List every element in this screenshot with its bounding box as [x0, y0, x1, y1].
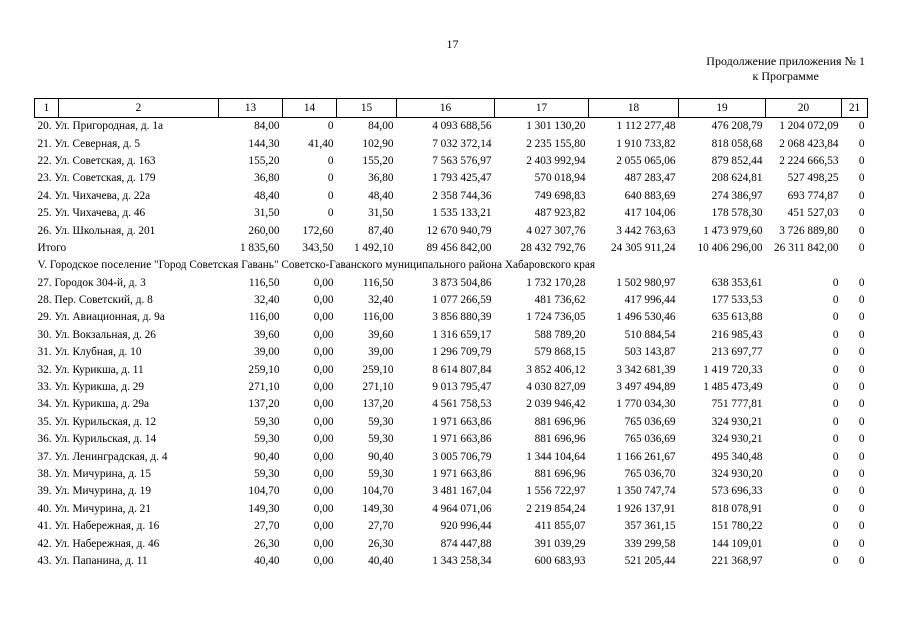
- cell-c17: 570 018,94: [534, 172, 586, 185]
- cell-c19: 1 485 473,49: [703, 381, 763, 394]
- cell-c20: 0: [832, 398, 839, 411]
- table-body: [35, 99, 868, 571]
- table-row: [35, 535, 868, 552]
- cell-c17: 2 219 854,24: [526, 502, 586, 515]
- cell-c13: 149,30: [248, 502, 280, 515]
- table-row: [35, 222, 868, 239]
- cell-c15: 90,40: [368, 450, 394, 463]
- cell-c21: 0: [858, 311, 865, 324]
- row-name: 32. Ул. Курикша, д. 11: [37, 363, 144, 376]
- cell-c15: 39,00: [368, 346, 394, 359]
- col-header: 19: [679, 99, 766, 118]
- cell-c13: 271,10: [248, 381, 280, 394]
- cell-c13: 116,00: [248, 311, 280, 324]
- cell-c13: 59,30: [254, 468, 280, 480]
- cell-c18: 1 502 980,97: [616, 276, 676, 289]
- cell-c17: 3 852 406,12: [526, 363, 586, 376]
- cell-c18: 1 112 277,48: [616, 120, 676, 133]
- cell-c14: 0,00: [313, 276, 334, 289]
- cell-c20: 693 774,87: [787, 189, 839, 202]
- section-row: [35, 257, 868, 274]
- cell-c19: 178 578,30: [711, 207, 763, 220]
- cell-c18: 1 926 137,91: [616, 502, 676, 515]
- cell-c16: 7 032 372,14: [432, 137, 492, 150]
- cell-c20: 3 726 889,80: [779, 224, 839, 237]
- row-name: 31. Ул. Клубная, д. 10: [37, 346, 142, 359]
- cell-c16: 4 093 688,56: [432, 120, 492, 133]
- cell-c18: 24 305 911,24: [610, 241, 676, 254]
- col-header: 16: [397, 99, 495, 118]
- cell-c19: 476 208,79: [711, 120, 763, 133]
- cell-c17: 749 698,83: [534, 189, 586, 202]
- cell-c20: 2 224 666,53: [779, 154, 839, 167]
- cell-c19: 151 780,22: [711, 520, 763, 533]
- cell-c21: 0: [858, 468, 865, 480]
- cell-c16: 1 971 663,86: [432, 468, 492, 480]
- row-name: 29. Ул. Авиационная, д. 9а: [37, 311, 165, 324]
- table-row: [35, 553, 868, 570]
- cell-c15: 36,80: [368, 172, 394, 185]
- cell-c13: 27,70: [254, 520, 280, 533]
- col-header: 13: [219, 99, 283, 118]
- cell-c17: 4 030 827,09: [526, 381, 586, 394]
- col-header: 2: [59, 99, 219, 118]
- cell-c21: 0: [858, 502, 865, 515]
- cell-c18: 521 205,44: [624, 554, 676, 567]
- cell-c13: 59,30: [254, 433, 280, 446]
- cell-c18: 510 884,54: [624, 328, 676, 341]
- row-name: 26. Ул. Школьная, д. 201: [37, 224, 156, 237]
- cell-c21: 0: [858, 537, 865, 550]
- cell-c20: 0: [832, 381, 839, 394]
- cell-c13: 104,70: [248, 485, 280, 498]
- table-row: [35, 379, 868, 396]
- row-name: 35. Ул. Курильская, д. 12: [37, 415, 157, 428]
- cell-c18: 417 996,44: [624, 294, 676, 307]
- cell-c15: 32,40: [368, 294, 394, 307]
- row-name: 22. Ул. Советская, д. 163: [37, 154, 156, 167]
- cell-c17: 411 855,07: [535, 520, 586, 533]
- table-row: [35, 327, 868, 344]
- cell-c19: 324 930,21: [711, 415, 763, 428]
- cell-c19: 274 386,97: [711, 189, 763, 202]
- cell-c17: 588 789,20: [534, 328, 586, 341]
- cell-c15: 259,10: [362, 363, 394, 376]
- cell-c16: 1 077 266,59: [432, 294, 492, 307]
- row-name: 38. Ул. Мичурина, д. 15: [37, 468, 151, 480]
- cell-c13: 144,30: [248, 137, 280, 150]
- cell-c14: 0: [327, 120, 334, 133]
- cell-c18: 503 143,87: [624, 346, 676, 359]
- cell-c18: 357 361,15: [624, 520, 676, 533]
- row-name: 40. Ул. Мичурина, д. 21: [37, 502, 151, 515]
- cell-c14: 0,00: [313, 537, 334, 550]
- cell-c19: 10 406 296,00: [697, 241, 763, 254]
- cell-c15: 271,10: [362, 381, 394, 394]
- cell-c19: 216 985,43: [711, 328, 763, 341]
- cell-c16: 12 670 940,79: [426, 224, 492, 237]
- cell-c19: 818 078,91: [711, 502, 763, 515]
- continuation-line-2: к Программе: [752, 69, 819, 83]
- cell-c20: 527 498,25: [787, 172, 839, 185]
- cell-c20: 2 068 423,84: [779, 137, 839, 150]
- cell-c15: 59,30: [368, 468, 394, 480]
- cell-c21: 0: [858, 398, 865, 411]
- cell-c21: 0: [858, 120, 865, 133]
- cell-c15: 48,40: [368, 189, 394, 202]
- cell-c16: 3 481 167,04: [432, 485, 492, 498]
- cell-c18: 1 166 261,67: [616, 450, 676, 463]
- cell-c17: 2 235 155,80: [526, 137, 586, 150]
- cell-c17: 2 039 946,42: [526, 398, 586, 411]
- cell-c19: 213 697,77: [711, 346, 763, 359]
- section-title: V. Городское поселение "Город Советская Гавань" Советско-Гаванского муниципального района Хабаровского края: [37, 259, 596, 272]
- table-row: [35, 153, 868, 170]
- cell-c20: 0: [832, 311, 839, 324]
- row-name: 43. Ул. Папанина, д. 11: [37, 554, 148, 567]
- cell-c15: 59,30: [368, 433, 394, 446]
- table-row: [35, 361, 868, 378]
- cell-c20: 0: [832, 294, 839, 307]
- cell-c19: 144 109,01: [711, 537, 763, 550]
- cell-c20: 0: [832, 276, 839, 289]
- cell-c17: 1 724 736,05: [526, 311, 586, 324]
- cell-c17: 391 039,29: [534, 537, 586, 550]
- cell-c19: 177 533,53: [711, 294, 763, 307]
- cell-c18: 487 283,47: [624, 172, 676, 185]
- cell-c16: 1 793 425,47: [432, 172, 492, 185]
- cell-c20: 0: [832, 328, 839, 341]
- cell-c13: 36,80: [254, 172, 280, 185]
- cell-c15: 102,90: [362, 137, 394, 150]
- cell-c21: 0: [858, 172, 865, 185]
- cell-c14: 0,00: [313, 468, 334, 480]
- cell-c20: 0: [832, 346, 839, 359]
- program-table: [34, 98, 868, 570]
- cell-c19: 221 368,97: [711, 554, 763, 567]
- table-row: [35, 118, 868, 136]
- cell-c18: 1 350 747,74: [616, 485, 676, 498]
- cell-c15: 31,50: [368, 207, 394, 220]
- cell-c20: 0: [832, 554, 839, 567]
- table-row: [35, 135, 868, 152]
- cell-c16: 1 971 663,86: [432, 415, 492, 428]
- cell-c17: 28 432 792,76: [520, 241, 586, 254]
- cell-c18: 765 036,70: [624, 468, 676, 480]
- cell-c13: 84,00: [254, 120, 280, 133]
- table-row: [35, 309, 868, 326]
- row-name: 28. Пер. Советский, д. 8: [37, 294, 153, 307]
- cell-c21: 0: [858, 433, 865, 446]
- cell-c15: 39,60: [368, 328, 394, 341]
- cell-c15: 87,40: [368, 224, 394, 237]
- cell-c16: 3 856 880,39: [432, 311, 492, 324]
- cell-c13: 1 835,60: [239, 241, 280, 254]
- cell-c21: 0: [858, 381, 865, 394]
- cell-c19: 1 473 979,60: [703, 224, 763, 237]
- cell-c14: 0,00: [313, 398, 334, 411]
- cell-c21: 0: [858, 554, 865, 567]
- cell-c18: 2 055 065,06: [616, 154, 676, 167]
- cell-c17: 881 696,96: [534, 433, 586, 446]
- cell-c21: 0: [858, 520, 865, 533]
- cell-c21: 0: [858, 276, 865, 289]
- row-name: 39. Ул. Мичурина, д. 19: [37, 485, 151, 498]
- cell-c14: 0,00: [313, 311, 334, 324]
- cell-c14: 0,00: [313, 294, 334, 307]
- cell-c15: 104,70: [362, 485, 394, 498]
- table-row: [35, 205, 868, 222]
- cell-c18: 3 442 763,63: [616, 224, 676, 237]
- cell-c14: 0,00: [313, 502, 334, 515]
- cell-c20: 0: [832, 520, 839, 533]
- cell-c14: 0,00: [313, 381, 334, 394]
- cell-c16: 7 563 576,97: [432, 154, 492, 167]
- cell-c16: 1 971 663,86: [432, 433, 492, 446]
- cell-c19: 573 696,33: [711, 485, 763, 498]
- page-number: 17: [446, 37, 459, 51]
- cell-c17: 1 556 722,97: [526, 485, 586, 498]
- cell-c17: 4 027 307,76: [526, 224, 586, 237]
- cell-c21: 0: [858, 328, 865, 341]
- row-name: 25. Ул. Чихачева, д. 46: [37, 207, 146, 220]
- cell-c18: 765 036,69: [624, 433, 676, 446]
- cell-c14: 0: [327, 207, 334, 220]
- col-header: 18: [589, 99, 679, 118]
- cell-c14: 0,00: [313, 433, 334, 446]
- cell-c20: 451 527,03: [787, 207, 839, 220]
- cell-c17: 481 736,62: [534, 294, 586, 307]
- cell-c15: 149,30: [362, 502, 394, 515]
- col-header: 17: [495, 99, 589, 118]
- cell-c17: 487 923,82: [534, 207, 586, 220]
- cell-c21: 0: [858, 450, 865, 463]
- row-name: 20. Ул. Пригородная, д. 1а: [37, 120, 163, 133]
- cell-c18: 765 036,69: [624, 415, 676, 428]
- cell-c21: 0: [858, 154, 865, 167]
- cell-c19: 1 419 720,33: [703, 363, 763, 376]
- cell-c20: 0: [832, 537, 839, 550]
- cell-c16: 1 343 258,34: [432, 554, 492, 567]
- cell-c13: 116,50: [248, 276, 280, 289]
- cell-c19: 324 930,21: [711, 433, 763, 446]
- cell-c13: 31,50: [254, 207, 280, 220]
- row-name: 30. Ул. Вокзальная, д. 26: [37, 328, 156, 341]
- cell-c14: 0,00: [313, 554, 334, 567]
- cell-c15: 1 492,10: [353, 241, 394, 254]
- cell-c16: 89 456 842,00: [426, 241, 492, 254]
- table-row: [35, 501, 868, 518]
- cell-c21: 0: [858, 189, 865, 202]
- cell-c15: 84,00: [368, 120, 394, 133]
- table-row: [35, 396, 868, 413]
- row-name: 41. Ул. Набережная, д. 16: [37, 520, 160, 533]
- cell-c14: 0: [327, 189, 334, 202]
- cell-c14: 0,00: [313, 328, 334, 341]
- cell-c14: 172,60: [302, 224, 334, 237]
- cell-c18: 640 883,69: [624, 189, 676, 202]
- cell-c17: 600 683,93: [534, 554, 586, 567]
- cell-c18: 339 299,58: [624, 537, 676, 550]
- row-name: 23. Ул. Советская, д. 179: [37, 172, 156, 185]
- table-row: [35, 466, 868, 483]
- cell-c20: 1 204 072,09: [779, 120, 839, 133]
- cell-c16: 1 316 659,17: [432, 328, 492, 341]
- cell-c15: 116,50: [362, 276, 394, 289]
- cell-c21: 0: [858, 241, 865, 254]
- cell-c19: 324 930,20: [711, 468, 763, 480]
- cell-c16: 4 964 071,06: [432, 502, 492, 515]
- cell-c19: 638 353,61: [711, 276, 763, 289]
- cell-c14: 41,40: [308, 137, 334, 150]
- table-row: [35, 292, 868, 309]
- cell-c13: 260,00: [248, 224, 280, 237]
- table-row: [35, 240, 868, 257]
- row-name: 24. Ул. Чихачева, д. 22а: [37, 189, 151, 202]
- cell-c13: 39,00: [254, 346, 280, 359]
- cell-c15: 26,30: [368, 537, 394, 550]
- cell-c15: 116,00: [362, 311, 394, 324]
- cell-c14: 0: [327, 154, 334, 167]
- cell-c18: 1 770 034,30: [616, 398, 676, 411]
- cell-c17: 579 868,15: [534, 346, 586, 359]
- table-row: [35, 170, 868, 187]
- cell-c19: 751 777,81: [711, 398, 763, 411]
- row-name: Итого: [37, 241, 67, 254]
- cell-c19: 879 852,44: [711, 154, 763, 167]
- cell-c15: 40,40: [368, 554, 394, 567]
- cell-c21: 0: [858, 294, 865, 307]
- table-row: [35, 431, 868, 448]
- cell-c13: 48,40: [254, 189, 280, 202]
- cell-c16: 920 996,44: [440, 520, 492, 533]
- header-row: [35, 99, 868, 118]
- cell-c15: 137,20: [362, 398, 394, 411]
- cell-c14: 0,00: [313, 415, 334, 428]
- cell-c20: 0: [832, 415, 839, 428]
- cell-c14: 0: [327, 172, 334, 185]
- continuation-line-1: Продолжение приложения № 1: [706, 54, 865, 68]
- table-row: [35, 483, 868, 500]
- cell-c21: 0: [858, 224, 865, 237]
- cell-c13: 90,40: [254, 450, 280, 463]
- cell-c20: 26 311 842,00: [773, 241, 839, 254]
- cell-c16: 4 561 758,53: [432, 398, 492, 411]
- col-header: 1: [35, 99, 59, 118]
- cell-c19: 495 340,48: [711, 450, 763, 463]
- cell-c14: 0,00: [313, 485, 334, 498]
- row-name: 42. Ул. Набережная, д. 46: [37, 537, 160, 550]
- cell-c18: 1 910 733,82: [616, 137, 676, 150]
- cell-c20: 0: [832, 502, 839, 515]
- cell-c19: 208 624,81: [711, 172, 763, 185]
- cell-c20: 0: [832, 485, 839, 498]
- cell-c17: 881 696,96: [534, 468, 586, 480]
- cell-c17: 1 344 104,64: [526, 450, 586, 463]
- cell-c21: 0: [858, 485, 865, 498]
- table-row: [35, 275, 868, 292]
- cell-c18: 1 496 530,46: [616, 311, 676, 324]
- cell-c16: 2 358 744,36: [432, 189, 492, 202]
- table-row: [35, 188, 868, 205]
- row-name: 33. Ул. Курикша, д. 29: [37, 381, 145, 394]
- cell-c17: 881 696,96: [534, 415, 586, 428]
- row-name: 36. Ул. Курильская, д. 14: [37, 433, 157, 446]
- cell-c14: 0,00: [313, 450, 334, 463]
- cell-c19: 635 613,88: [711, 311, 763, 324]
- continuation-note: [706, 54, 865, 84]
- cell-c14: 343,50: [302, 241, 334, 254]
- cell-c21: 0: [858, 415, 865, 428]
- col-header: 15: [337, 99, 397, 118]
- cell-c13: 32,40: [254, 294, 280, 307]
- cell-c13: 39,60: [254, 328, 280, 341]
- cell-c13: 259,10: [248, 363, 280, 376]
- cell-c18: 3 342 681,39: [616, 363, 676, 376]
- cell-c16: 8 614 807,84: [432, 363, 492, 376]
- cell-c16: 3 873 504,86: [432, 276, 492, 289]
- cell-c15: 155,20: [362, 154, 394, 167]
- table-row: [35, 344, 868, 361]
- row-name: 21. Ул. Северная, д. 5: [37, 137, 141, 150]
- cell-c21: 0: [858, 207, 865, 220]
- cell-c21: 0: [858, 346, 865, 359]
- col-header: 21: [842, 99, 868, 118]
- cell-c14: 0,00: [313, 520, 334, 533]
- cell-c13: 59,30: [254, 415, 280, 428]
- cell-c21: 0: [858, 137, 865, 150]
- cell-c17: 2 403 992,94: [526, 154, 586, 167]
- cell-c18: 3 497 494,89: [616, 381, 676, 394]
- cell-c15: 59,30: [368, 415, 394, 428]
- col-header: 14: [283, 99, 337, 118]
- col-header: 20: [766, 99, 842, 118]
- cell-c13: 40,40: [254, 554, 280, 567]
- table-row: [35, 414, 868, 431]
- cell-c13: 155,20: [248, 154, 280, 167]
- cell-c20: 0: [832, 468, 839, 480]
- cell-c21: 0: [858, 363, 865, 376]
- row-name: 34. Ул. Курикша, д. 29а: [37, 398, 150, 411]
- row-name: 27. Городок 304-й, д. 3: [37, 276, 146, 289]
- table-row: [35, 448, 868, 465]
- cell-c16: 874 447,88: [440, 537, 492, 550]
- cell-c16: 9 013 795,47: [432, 381, 492, 394]
- cell-c19: 818 058,68: [711, 137, 763, 150]
- cell-c17: 1 732 170,28: [526, 276, 586, 289]
- cell-c16: 3 005 706,79: [432, 450, 492, 463]
- cell-c20: 0: [832, 433, 839, 446]
- cell-c15: 27,70: [368, 520, 394, 533]
- cell-c14: 0,00: [313, 363, 334, 376]
- cell-c17: 1 301 130,20: [526, 120, 586, 133]
- cell-c13: 26,30: [254, 537, 280, 550]
- cell-c14: 0,00: [313, 346, 334, 359]
- cell-c13: 137,20: [248, 398, 280, 411]
- cell-c16: 1 535 133,21: [432, 207, 492, 220]
- cell-c20: 0: [832, 363, 839, 376]
- table-row: [35, 518, 868, 535]
- cell-c18: 417 104,06: [624, 207, 676, 220]
- cell-c16: 1 296 709,79: [432, 346, 492, 359]
- cell-c20: 0: [832, 450, 839, 463]
- row-name: 37. Ул. Ленинградская, д. 4: [37, 450, 168, 463]
